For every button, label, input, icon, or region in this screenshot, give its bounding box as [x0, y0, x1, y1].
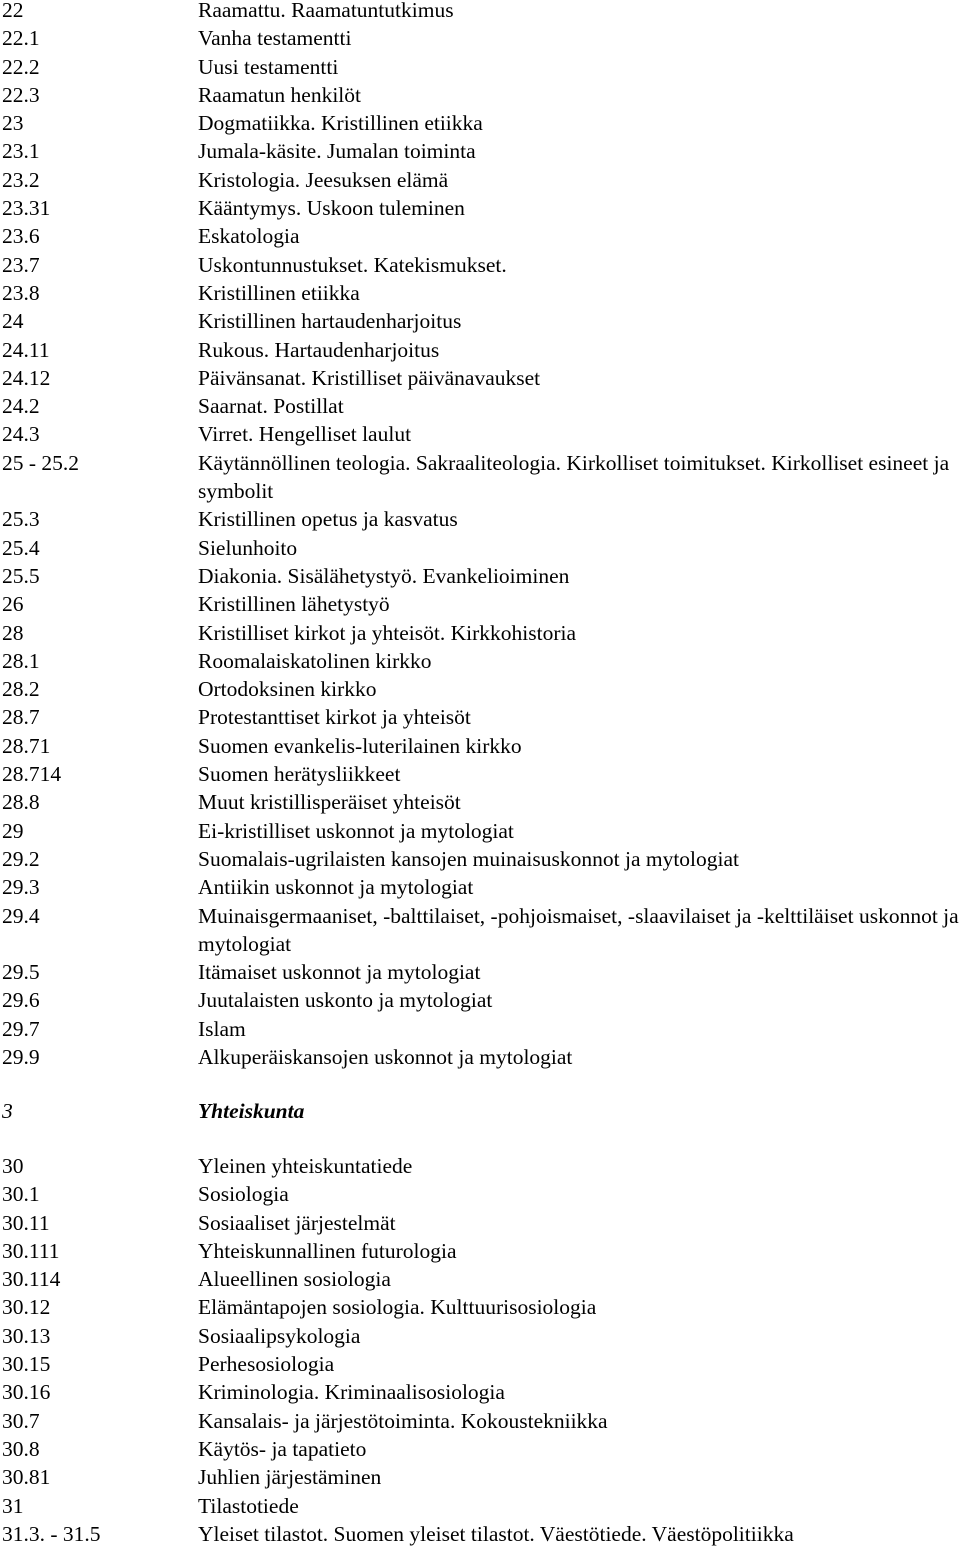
list-item [2, 1435, 960, 1463]
class-code: 29.7 [2, 1016, 40, 1041]
list-item [2, 1293, 960, 1321]
list-item [2, 590, 960, 618]
class-label: Kääntymys. Uskoon tuleminen [198, 196, 465, 221]
class-label: Kristillinen etiikka [198, 280, 360, 305]
class-label: Ei-kristilliset uskonnot ja mytologiat [198, 818, 514, 843]
class-code: 28.8 [2, 790, 40, 815]
class-code: 30.1 [2, 1182, 40, 1207]
class-code: 28.714 [2, 762, 62, 787]
class-code: 23.1 [2, 139, 40, 164]
class-code: 25.4 [2, 535, 40, 560]
class-code: 24.2 [2, 394, 40, 419]
class-label: Dogmatiikka. Kristillinen etiikka [198, 111, 483, 136]
class-code: 29.5 [2, 960, 40, 985]
class-code: 30.12 [2, 1295, 51, 1320]
list-item [2, 392, 960, 420]
class-label: Sosiaalipsykologia [198, 1323, 361, 1348]
class-code: 23 [2, 111, 24, 136]
class-code: 28.2 [2, 677, 40, 702]
list-item [2, 958, 960, 986]
list-item [2, 336, 960, 364]
class-label: Muinaisgermaaniset, -balttilaiset, -pohjoismaiset, -slaavilaiset ja -kelttiläiset uskonnot ja mytologiat [198, 903, 959, 956]
class-label: Juutalaisten uskonto ja mytologiat [198, 988, 493, 1013]
class-code: 28 [2, 620, 24, 645]
class-code: 23.6 [2, 224, 40, 249]
list-item [2, 449, 960, 506]
class-label: Käytös- ja tapatieto [198, 1436, 367, 1461]
list-item [2, 251, 960, 279]
list-item [2, 1265, 960, 1293]
class-code: 30.111 [2, 1238, 60, 1263]
class-code: 31 [2, 1493, 24, 1518]
class-label: Yhteiskunnallinen futurologia [198, 1238, 457, 1263]
list-item [2, 505, 960, 533]
list-item [2, 1180, 960, 1208]
list-item [2, 53, 960, 81]
list-item [2, 1520, 960, 1548]
classification-list-society [2, 1152, 960, 1548]
list-item [2, 364, 960, 392]
list-item [2, 137, 960, 165]
class-label: Uskontunnustukset. Katekismukset. [198, 252, 507, 277]
class-label: Kristillinen opetus ja kasvatus [198, 507, 458, 532]
class-label: Sosiologia [198, 1182, 289, 1207]
class-code: 29.9 [2, 1044, 40, 1069]
class-code: 22 [2, 0, 24, 22]
class-code: 25.5 [2, 563, 40, 588]
class-label: Antiikin uskonnot ja mytologiat [198, 875, 474, 900]
class-code: 25 - 25.2 [2, 450, 80, 475]
class-label: Tilastotiede [198, 1493, 299, 1518]
list-item [2, 1322, 960, 1350]
list-item [2, 703, 960, 731]
list-item [2, 81, 960, 109]
class-label: Ortodoksinen kirkko [198, 677, 377, 702]
class-code: 29.2 [2, 846, 40, 871]
class-label: Alkuperäiskansojen uskonnot ja mytologiat [198, 1044, 573, 1069]
class-code: 30 [2, 1154, 24, 1178]
list-item [2, 732, 960, 760]
class-code: 23.8 [2, 280, 40, 305]
list-item [2, 24, 960, 52]
list-item [2, 194, 960, 222]
class-label: Yleinen yhteiskuntatiede [198, 1154, 413, 1178]
list-item [2, 647, 960, 675]
class-code: 24.3 [2, 422, 40, 447]
class-code: 30.8 [2, 1436, 40, 1461]
class-code: 29.6 [2, 988, 40, 1013]
list-item [2, 1043, 960, 1071]
class-label: Diakonia. Sisälähetystyö. Evankelioiminen [198, 563, 570, 588]
class-code: 30.15 [2, 1352, 51, 1377]
list-item [2, 619, 960, 647]
list-item [2, 166, 960, 194]
class-label: Islam [198, 1016, 246, 1041]
class-code: 31.3. - 31.5 [2, 1521, 101, 1546]
class-label: Kansalais- ja järjestötoiminta. Kokoustekniikka [198, 1408, 608, 1433]
class-label: Suomen herätysliikkeet [198, 762, 401, 787]
class-label: Rukous. Hartaudenharjoitus [198, 337, 440, 362]
list-item [2, 1378, 960, 1406]
list-item [2, 1015, 960, 1043]
class-label: Käytännöllinen teologia. Sakraaliteologia. Kirkolliset toimitukset. Kirkolliset esineet ja symbolit [198, 450, 950, 504]
list-item [2, 534, 960, 562]
list-item [2, 1237, 960, 1265]
list-item [2, 222, 960, 250]
section-heading [2, 1097, 960, 1125]
class-label: Itämaiset uskonnot ja mytologiat [198, 960, 481, 985]
class-code: 22.2 [2, 54, 40, 79]
list-item [2, 562, 960, 590]
class-code: 30.11 [2, 1210, 50, 1235]
classification-list-religion [2, 0, 960, 1071]
list-item [2, 873, 960, 901]
class-code: 29.3 [2, 875, 40, 900]
section-code: 3 [2, 1099, 13, 1123]
class-label: Roomalaiskatolinen kirkko [198, 648, 432, 673]
class-label: Kristologia. Jeesuksen elämä [198, 167, 449, 192]
class-label: Perhesosiologia [198, 1352, 335, 1377]
class-code: 22.1 [2, 26, 40, 51]
class-code: 30.16 [2, 1380, 51, 1405]
class-code: 29 [2, 818, 24, 843]
class-code: 28.7 [2, 705, 40, 730]
class-label: Kristilliset kirkot ja yhteisöt. Kirkkohistoria [198, 620, 577, 645]
class-label: Sielunhoito [198, 535, 298, 560]
class-code: 24.11 [2, 337, 50, 362]
list-item [2, 1492, 960, 1520]
class-label: Eskatologia [198, 224, 300, 249]
class-label: Raamatun henkilöt [198, 82, 362, 107]
class-label: Virret. Hengelliset laulut [198, 422, 412, 447]
class-code: 30.114 [2, 1267, 61, 1292]
class-label: Muut kristillisperäiset yhteisöt [198, 790, 461, 815]
list-item [2, 760, 960, 788]
class-code: 24 [2, 309, 24, 334]
class-label: Protestanttiset kirkot ja yhteisöt [198, 705, 471, 730]
class-code: 30.81 [2, 1465, 51, 1490]
class-code: 25.3 [2, 507, 40, 532]
class-code: 22.3 [2, 82, 40, 107]
class-label: Alueellinen sosiologia [198, 1267, 391, 1292]
class-label: Saarnat. Postillat [198, 394, 344, 419]
class-code: 24.12 [2, 365, 51, 390]
list-item [2, 420, 960, 448]
list-item [2, 817, 960, 845]
class-code: 30.13 [2, 1323, 51, 1348]
list-item [2, 675, 960, 703]
class-code: 23.7 [2, 252, 40, 277]
class-code: 28.1 [2, 648, 40, 673]
class-code: 26 [2, 592, 24, 617]
list-item [2, 307, 960, 335]
class-label: Kristillinen hartaudenharjoitus [198, 309, 462, 334]
class-code: 30.7 [2, 1408, 40, 1433]
class-label: Kriminologia. Kriminaalisosiologia [198, 1380, 505, 1405]
list-item [2, 1463, 960, 1491]
class-code: 23.2 [2, 167, 40, 192]
class-label: Juhlien järjestäminen [198, 1465, 382, 1490]
class-code: 28.71 [2, 733, 51, 758]
list-item [2, 1152, 960, 1180]
class-label: Vanha testamentti [198, 26, 352, 51]
class-label: Sosiaaliset järjestelmät [198, 1210, 396, 1235]
class-label: Päivänsanat. Kristilliset päivänavaukset [198, 365, 541, 390]
class-label: Suomen evankelis-luterilainen kirkko [198, 733, 522, 758]
list-item [2, 1209, 960, 1237]
class-label: Uusi testamentti [198, 54, 339, 79]
list-item [2, 279, 960, 307]
list-item [2, 788, 960, 816]
list-item [2, 0, 960, 24]
class-label: Elämäntapojen sosiologia. Kulttuurisosiologia [198, 1295, 597, 1320]
class-label: Raamattu. Raamatuntutkimus [198, 0, 454, 22]
list-item [2, 986, 960, 1014]
class-code: 29.4 [2, 903, 40, 928]
class-label: Jumala-käsite. Jumalan toiminta [198, 139, 476, 164]
class-label: Kristillinen lähetystyö [198, 592, 390, 617]
section-title: Yhteiskunta [198, 1099, 305, 1123]
class-code: 23.31 [2, 196, 51, 221]
list-item [2, 845, 960, 873]
class-label: Suomalais-ugrilaisten kansojen muinaisuskonnot ja mytologiat [198, 846, 740, 871]
list-item [2, 902, 960, 959]
class-label: Yleiset tilastot. Suomen yleiset tilastot. Väestötiede. Väestöpolitiikka [198, 1521, 794, 1546]
list-item [2, 1407, 960, 1435]
list-item [2, 109, 960, 137]
list-item [2, 1350, 960, 1378]
